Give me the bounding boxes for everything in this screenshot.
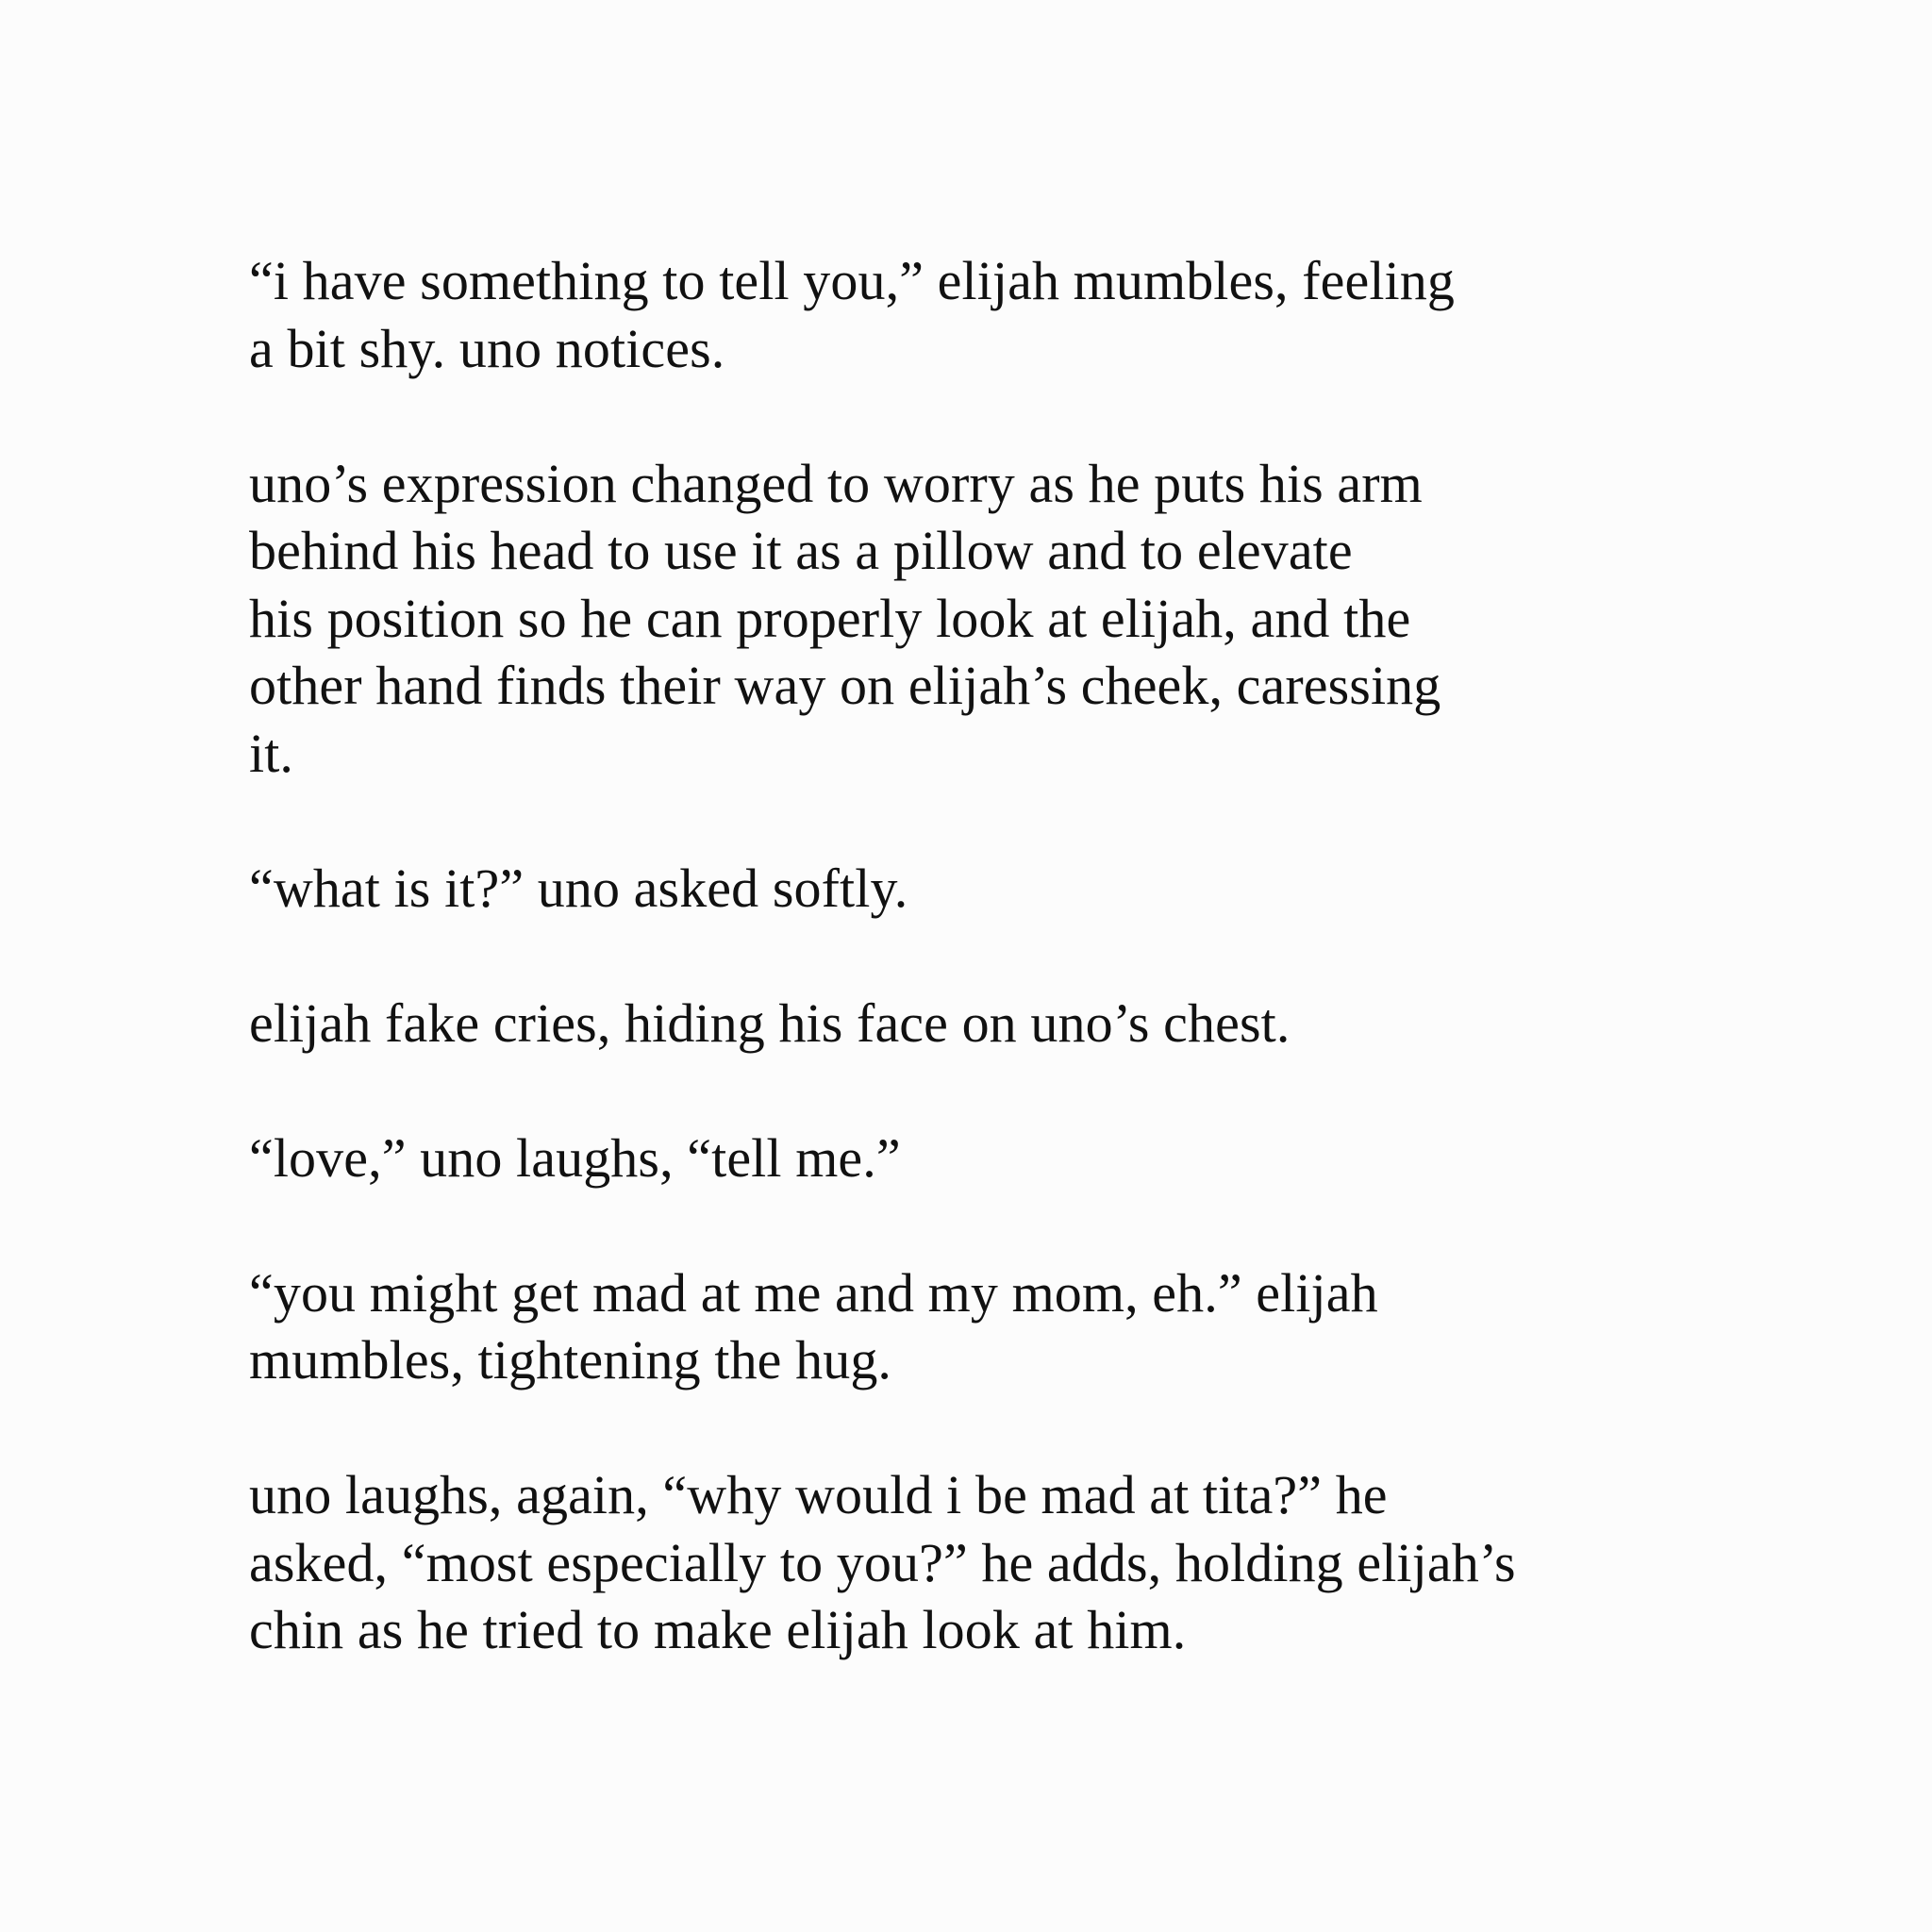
text-line: mumbles, tightening the hug. [249, 1329, 892, 1391]
paragraph-2 [249, 450, 1721, 788]
text-line: other hand finds their way on elijah’s cheek, caressing [249, 655, 1441, 716]
paragraph-3 [249, 855, 1721, 923]
text-line: elijah fake cries, hiding his face on uno’s chest. [249, 991, 1291, 1054]
paragraph-5 [249, 1124, 1721, 1192]
text-line: it. [249, 722, 294, 784]
story-text [249, 247, 1721, 1731]
paragraph-4 [249, 990, 1721, 1058]
text-line: uno’s expression changed to worry as he puts his arm [249, 452, 1423, 514]
text-line: asked, “most especially to you?” he adds, holding elijah’s [249, 1531, 1516, 1593]
text-line: uno laughs, again, “why would i be mad at tita?” he [249, 1464, 1388, 1525]
text-line: “i have something to tell you,” elijah mumbles, feeling [249, 250, 1455, 311]
paragraph-7 [249, 1461, 1721, 1664]
text-line: his position so he can properly look at elijah, and the [249, 587, 1411, 649]
text-line: behind his head to use it as a pillow and to elevate [249, 520, 1353, 581]
text-line: “you might get mad at me and my mom, eh.” elijah [249, 1261, 1378, 1324]
text-line: “what is it?” uno asked softly. [249, 857, 908, 919]
text-line: chin as he tried to make elijah look at him. [249, 1599, 1187, 1660]
paragraph-6 [249, 1259, 1721, 1394]
paragraph-1 [249, 247, 1721, 382]
text-line: “love,” uno laughs, “tell me.” [249, 1126, 901, 1189]
text-line: a bit shy. uno notices. [249, 317, 725, 379]
